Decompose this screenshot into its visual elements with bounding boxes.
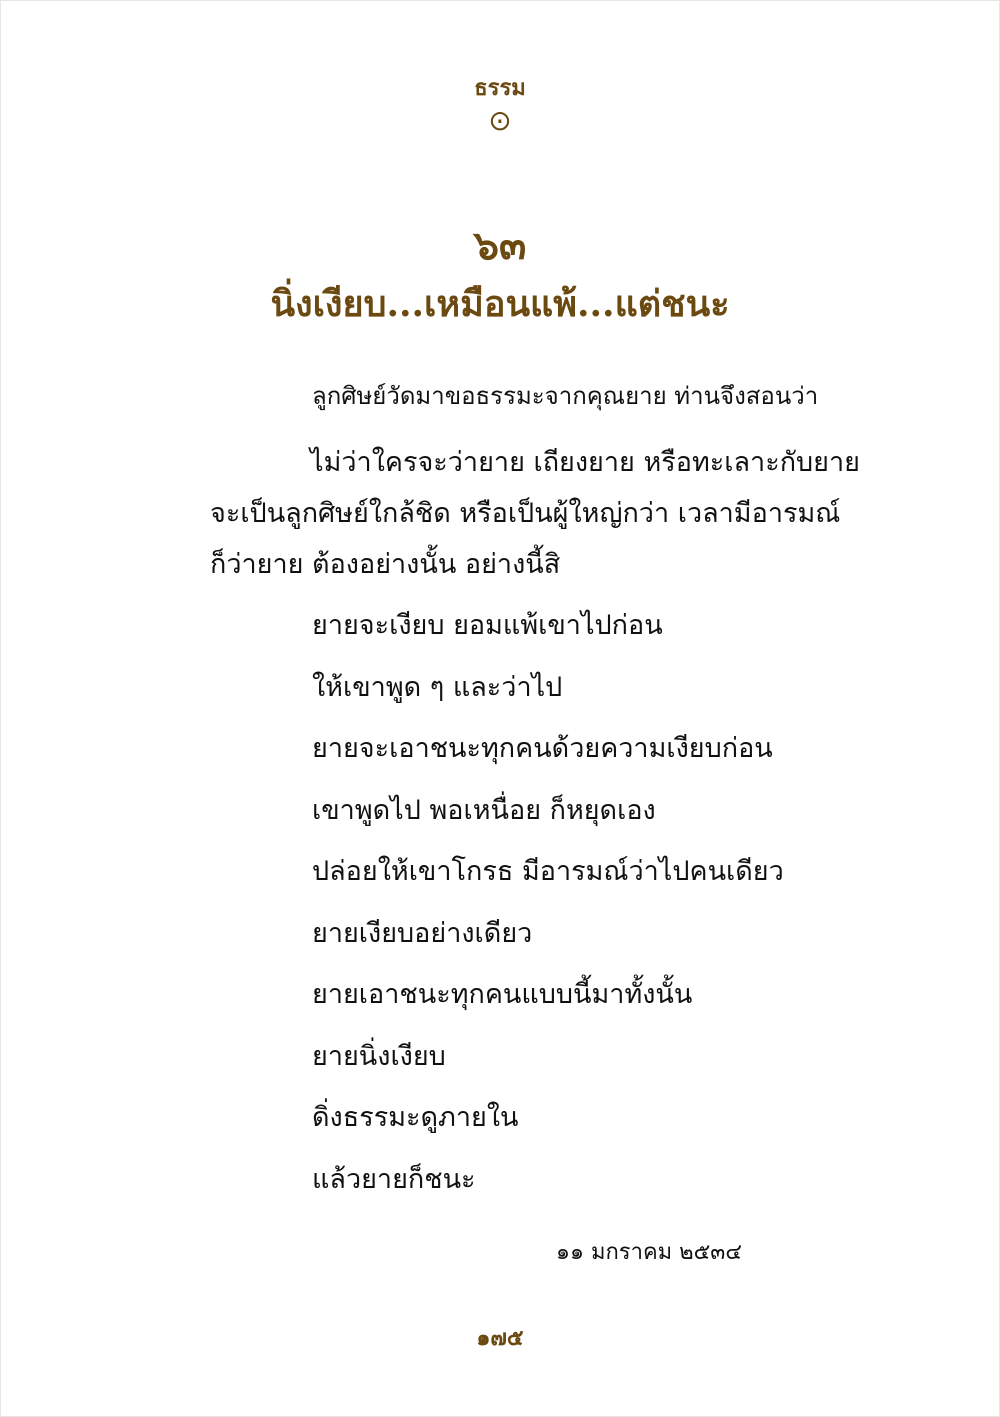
verse-line: ให้เขาพูด ๆ และว่าไป — [312, 671, 563, 703]
paragraph-line: ก็ว่ายาย ต้องอย่างนั้น อย่างนี้สิ — [210, 549, 561, 580]
paragraph-line: ไม่ว่าใครจะว่ายาย เถียงยาย หรือทะเลาะกับยาย — [310, 447, 860, 478]
verse-line: ดิ่งธรรมะดูภายใน — [312, 1102, 519, 1133]
chapter-title: นิ่งเงียบ...เหมือนแพ้...แต่ชนะ — [270, 283, 730, 325]
chapter-heading — [0, 218, 1000, 334]
verse-line: เขาพูดไป พอเหนื่อย ก็หยุดเอง — [312, 794, 656, 826]
verse-block — [312, 604, 784, 1219]
verse-line: ยายเงียบอย่างเดียว — [312, 917, 533, 949]
verse-line: ยายเอาชนะทุกคนแบบนี้มาทั้งนั้น — [312, 979, 693, 1010]
intro-line: ลูกศิษย์วัดมาขอธรรมะจากคุณยาย ท่านจึงสอนว่า — [312, 382, 819, 410]
verse-line: ปล่อยให้เขาโกรธ มีอารมณ์ว่าไปคนเดียว — [312, 856, 784, 887]
verse-line: ยายจะเอาชนะทุกคนด้วยความเงียบก่อน — [312, 733, 773, 764]
date-line: ๑๑ มกราคม ๒๕๓๔ — [556, 1240, 742, 1265]
chapter-number: ๖๓ — [473, 222, 527, 269]
verse-line: แล้วยายก็ชนะ — [312, 1163, 476, 1195]
verse-line: ยายนิ่งเงียบ — [312, 1040, 446, 1072]
body-paragraph — [210, 437, 860, 590]
page-number: ๑๗๕ — [476, 1326, 524, 1351]
verse-line: ยายจะเงียบ ยอมแพ้เขาไปก่อน — [312, 610, 663, 641]
running-header — [0, 72, 1000, 136]
circle-dot-ornament-icon: ⊙ — [488, 104, 512, 137]
section-title: ธรรม — [474, 76, 526, 101]
paragraph-line: จะเป็นลูกศิษย์ใกล้ชิด หรือเป็นผู้ใหญ่กว่า เวลามีอารมณ์ — [210, 498, 841, 529]
